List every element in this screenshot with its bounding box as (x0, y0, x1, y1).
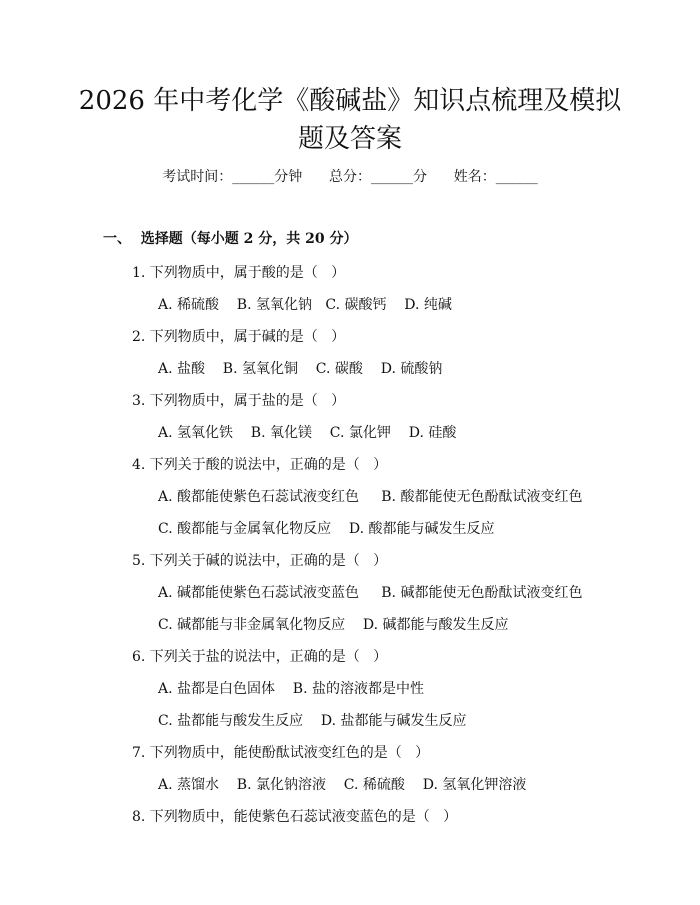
question-options: C. 酸都能与金属氧化物反应 D. 酸都能与碱发生反应 (158, 521, 495, 537)
question-options: A. 碱都能使紫色石蕊试液变蓝色 B. 碱都能使无色酚酞试液变红色 (158, 585, 583, 601)
question-stem: 1. 下列物质中，属于酸的是（ ） (132, 265, 346, 281)
question-stem: 4. 下列关于酸的说法中，正确的是（ ） (132, 457, 388, 473)
question-options: C. 盐都能与酸发生反应 D. 盐都能与碱发生反应 (158, 713, 467, 729)
question-stem: 8. 下列物质中，能使紫色石蕊试液变蓝色的是（ ） (132, 809, 458, 825)
question-options: C. 碱都能与非金属氧化物反应 D. 碱都能与酸发生反应 (158, 617, 509, 633)
page-title: 2026 年中考化学《酸碱盐》知识点梳理及模拟题及答案 (78, 86, 622, 154)
question-stem: 3. 下列物质中，属于盐的是（ ） (132, 393, 346, 409)
question-stem: 6. 下列关于盐的说法中，正确的是（ ） (132, 649, 388, 665)
question-options: A. 稀硫酸 B. 氢氧化钠 C. 碳酸钙 D. 纯碱 (158, 297, 452, 313)
question-stem: 5. 下列关于碱的说法中，正确的是（ ） (132, 553, 388, 569)
exam-info: 考试时间：______分钟 总分：______分 姓名：______ (162, 169, 538, 185)
question-stem: 2. 下列物质中，属于碱的是（ ） (132, 329, 346, 345)
question-options: A. 盐都是白色固体 B. 盐的溶液都是中性 (158, 681, 424, 697)
question-options: A. 氢氧化铁 B. 氧化镁 C. 氯化钾 D. 硅酸 (158, 425, 457, 441)
question-options: A. 酸都能使紫色石蕊试液变红色 B. 酸都能使无色酚酞试液变红色 (158, 489, 583, 505)
question-options: A. 蒸馏水 B. 氯化钠溶液 C. 稀硫酸 D. 氢氧化钾溶液 (158, 777, 527, 793)
question-options: A. 盐酸 B. 氢氧化铜 C. 碳酸 D. 硫酸钠 (158, 361, 443, 377)
question-stem: 7. 下列物质中，能使酚酞试液变红色的是（ ） (132, 745, 430, 761)
section-heading: 一、 选择题（每小题 2 分，共 20 分） (103, 231, 358, 247)
